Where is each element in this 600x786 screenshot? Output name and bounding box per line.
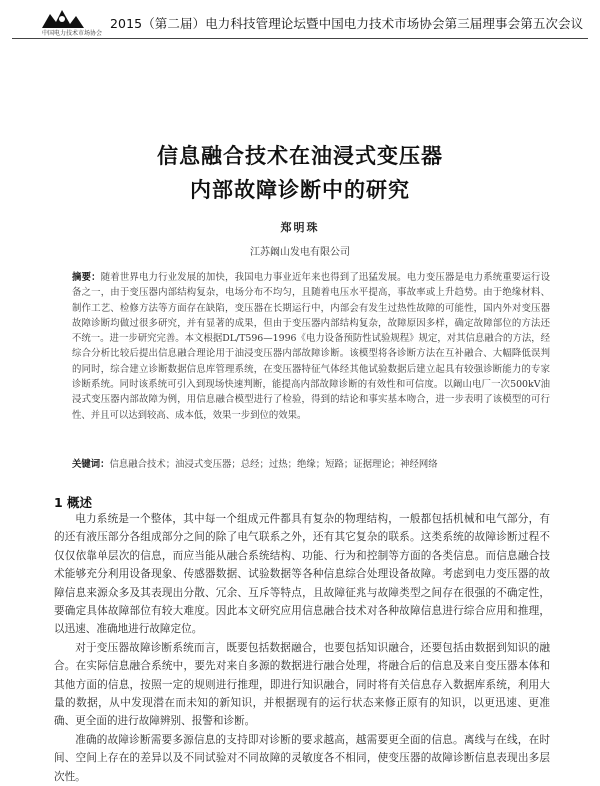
section-heading: 1 概述 (54, 495, 93, 510)
conference-title: 2015（第二届）电力科技管理论坛暨中国电力技术市场协会第三届理事会第五次会议 (110, 16, 584, 31)
author-name: 郑明珠 (280, 221, 320, 234)
author-affiliation: 江苏阚山发电有限公司 (250, 247, 350, 258)
logo-caption: 中国电力技术市场协会 (42, 30, 103, 37)
keywords (72, 457, 550, 472)
abstract (72, 270, 550, 423)
section-body (54, 510, 550, 786)
paper-title-line1: 信息融合技术在油浸式变压器 (157, 144, 443, 168)
abstract-text: 随着世界电力行业发展的加快，我国电力事业近年来也得到了迅猛发展。电力变压器是电力系统重要运行设备之一，由于变压器内部结构复杂，电场分布不均匀，且随着电压水平提高，事故率或上升趋势。由于绝缘材料、制作工艺、检修方法等方面存在缺陷，变压器在长期运行中，内部会有发生过热性故障的可能性，国内外对变压器故障诊断均做过很多研究，并有显著的成果，但由于变压器内部结构复杂，故障原因多样，确定故障部位的方法还不统一。进一步研究完善。本文根据DL/T596—1996《电力设备预防性试验规程》规定，对其信息融合的方法，经综合分析比较后提出信息融合理论用于油浸变压器内部故障诊断。该模型将各诊断方法在互补融合、大幅降低误判的同时，综合建立诊断数据信息库管理系统，在变压器特征气体经其他试验数据后建立起具有较强诊断能力的专家诊断系统。同时该系统可引入到现场快速判断，能提高内部故障诊断的有效性和可信度。以阚山电厂一次500kV油浸式变压器内部故障为例，用信息融合模型进行了检验，得到的结论和事实基本吻合，进一步表明了该模型的可行性、并且可以达到较高、成本低，效果一步到位的效果。 (72, 272, 550, 421)
keywords-text: 信息融合技术；油浸式变压器；总经；过热；绝缘；短路；证据理论；神经网络 (109, 459, 438, 470)
header-divider (12, 38, 588, 39)
body-paragraph: 对于变压器故障诊断系统而言，既要包括数据融合，也要包括知识融合，还要包括由数据到知识的融合。在实际信息融合系统中，要先对来自多源的数据进行融合处理，将融合后的信息及来自变压器本体和其他方面的信息，按照一定的规则进行推理，即进行知识融合，同时将有关信息存入数据库系统，利用大量的数据，从中发现潜在而未知的新知识，并根据现有的运行状态来修正原有的知识，以更迅速、更准确、更全面的进行故障辨别、报警和诊断。 (54, 641, 550, 728)
body-paragraph: 准确的故障诊断需要多源信息的支持即对诊断的要求越高，越需要更全面的信息。离线与在线，在时间、空间上存在的差异以及不同试验对不同故障的灵敏度各不相同，使变压器的故障诊断信息表现出多层次性。 (54, 733, 550, 783)
page-header (12, 6, 588, 40)
abstract-label: 摘要： (72, 272, 101, 283)
body-paragraph: 电力系统是一个整体，其中每一个组成元件都具有复杂的物理结构，一般都包括机械和电气部分，有的还有液压部分各组成部分之间的除了电气联系之外，还有其它复杂的联系。这类系统的故障诊断过程不仅仅依靠单层次的信息，而应当能从融合系统结构、功能、行为和控制等方面的各类信息。而信息融合技术能够充分利用设备现象、传感器数据、试验数据等各种信息综合处理设备故障。考虑到电力变压器的故障信息来源众多及其表现出分散、冗余、互斥等特点，且故障征兆与故障类型之间存在很强的不确定性，要确定具体故障部位有较大难度。因此本文研究应用信息融合技术对各种故障信息进行综合应用和推理，以迅速、准确地进行故障定位。 (54, 513, 550, 636)
keywords-label: 关键词： (72, 459, 110, 470)
paper-title-line2: 内部故障诊断中的研究 (190, 178, 410, 202)
